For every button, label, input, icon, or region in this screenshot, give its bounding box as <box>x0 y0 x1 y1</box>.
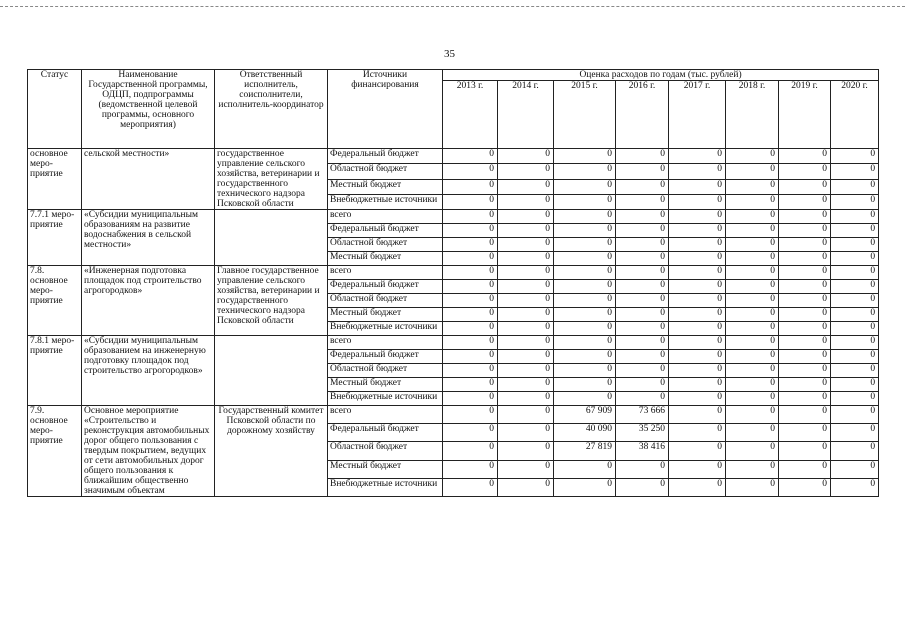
name-cell: «Субсидии муниципальным образованием на инженерную подготовку площадок под строительство агрогородков» <box>82 336 215 406</box>
source-cell: Областной бюджет <box>328 364 443 378</box>
value-cell: 0 <box>616 392 669 406</box>
name-cell: Основное мероприятие «Строительство и реконструкция автомобильных дорог общего пользования с твердым покрытием, ведущих от сети автомобильных дорог общего пользования к ближайшим общественно значимым объектам <box>82 406 215 497</box>
source-cell: Федеральный бюджет <box>328 224 443 238</box>
value-cell: 0 <box>831 336 879 350</box>
responsible-cell: Главное государственное управление сельского хозяйства, ветеринарии и государственного технического надзора Псковской области <box>215 266 328 336</box>
value-cell: 0 <box>831 322 879 336</box>
value-cell: 0 <box>779 280 831 294</box>
value-cell: 0 <box>831 308 879 322</box>
value-cell: 0 <box>831 224 879 238</box>
value-cell: 0 <box>616 238 669 252</box>
value-cell: 0 <box>554 364 616 378</box>
value-cell: 0 <box>831 280 879 294</box>
value-cell: 0 <box>443 350 498 364</box>
value-cell: 0 <box>616 179 669 194</box>
value-cell: 0 <box>443 280 498 294</box>
table-row <box>28 149 879 164</box>
value-cell: 0 <box>554 378 616 392</box>
header-year: 2013 г. <box>443 81 498 149</box>
value-cell: 0 <box>831 179 879 194</box>
value-cell: 0 <box>779 378 831 392</box>
value-cell: 0 <box>726 194 779 209</box>
value-cell: 0 <box>831 238 879 252</box>
value-cell: 0 <box>498 266 554 280</box>
value-cell: 0 <box>616 224 669 238</box>
source-cell: всего <box>328 336 443 350</box>
value-cell: 0 <box>669 460 726 478</box>
value-cell: 40 090 <box>554 424 616 442</box>
value-cell: 0 <box>616 308 669 322</box>
source-cell: Областной бюджет <box>328 238 443 252</box>
value-cell: 0 <box>443 224 498 238</box>
value-cell: 0 <box>831 364 879 378</box>
header-year: 2015 г. <box>554 81 616 149</box>
value-cell: 0 <box>726 224 779 238</box>
value-cell: 0 <box>831 294 879 308</box>
value-cell: 0 <box>554 280 616 294</box>
value-cell: 0 <box>443 179 498 194</box>
header-year: 2020 г. <box>831 81 879 149</box>
header-estimate: Оценка расходов по годам (тыс. рублей) <box>443 70 879 81</box>
value-cell: 0 <box>779 322 831 336</box>
value-cell: 0 <box>498 460 554 478</box>
source-cell: Местный бюджет <box>328 460 443 478</box>
value-cell: 0 <box>554 164 616 179</box>
table-body <box>28 149 879 497</box>
value-cell: 0 <box>498 238 554 252</box>
value-cell: 0 <box>554 149 616 164</box>
value-cell: 0 <box>498 294 554 308</box>
value-cell: 0 <box>779 224 831 238</box>
value-cell: 0 <box>616 164 669 179</box>
source-cell: Областной бюджет <box>328 294 443 308</box>
value-cell: 0 <box>616 194 669 209</box>
header-year: 2016 г. <box>616 81 669 149</box>
value-cell: 0 <box>669 406 726 424</box>
value-cell: 0 <box>498 308 554 322</box>
status-cell: основное меро-приятие <box>28 149 82 210</box>
value-cell: 0 <box>616 350 669 364</box>
value-cell: 0 <box>779 460 831 478</box>
value-cell: 0 <box>554 350 616 364</box>
value-cell: 0 <box>554 224 616 238</box>
source-cell: Внебюджетные источники <box>328 478 443 496</box>
table-row <box>28 406 879 424</box>
value-cell: 0 <box>498 392 554 406</box>
value-cell: 0 <box>443 238 498 252</box>
value-cell: 0 <box>498 424 554 442</box>
value-cell: 0 <box>779 336 831 350</box>
value-cell: 0 <box>554 210 616 224</box>
name-cell: «Субсидии муниципальным образованиям на развитие водоснабжения в сельской местности» <box>82 210 215 266</box>
value-cell: 0 <box>726 406 779 424</box>
value-cell: 0 <box>669 308 726 322</box>
responsible-cell: Государственный комитет Псковской области по дорожному хозяйству <box>215 406 328 497</box>
value-cell: 0 <box>726 378 779 392</box>
value-cell: 0 <box>726 280 779 294</box>
value-cell: 0 <box>554 238 616 252</box>
value-cell: 0 <box>443 164 498 179</box>
value-cell: 0 <box>669 210 726 224</box>
source-cell: всего <box>328 210 443 224</box>
value-cell: 0 <box>726 210 779 224</box>
value-cell: 0 <box>831 478 879 496</box>
table-row <box>28 266 879 280</box>
header-status: Статус <box>28 70 82 149</box>
value-cell: 0 <box>443 460 498 478</box>
value-cell: 0 <box>554 252 616 266</box>
top-rule <box>0 6 905 7</box>
value-cell: 0 <box>669 294 726 308</box>
value-cell: 0 <box>616 280 669 294</box>
value-cell: 0 <box>831 378 879 392</box>
responsible-cell <box>215 210 328 266</box>
source-cell: Внебюджетные источники <box>328 194 443 209</box>
table-row <box>28 336 879 350</box>
value-cell: 0 <box>498 378 554 392</box>
value-cell: 0 <box>831 392 879 406</box>
value-cell: 0 <box>554 179 616 194</box>
value-cell: 0 <box>616 266 669 280</box>
value-cell: 0 <box>669 442 726 460</box>
value-cell: 0 <box>669 322 726 336</box>
value-cell: 0 <box>779 238 831 252</box>
value-cell: 0 <box>779 194 831 209</box>
value-cell: 0 <box>669 164 726 179</box>
value-cell: 0 <box>726 392 779 406</box>
value-cell: 0 <box>443 266 498 280</box>
value-cell: 0 <box>726 424 779 442</box>
value-cell: 0 <box>726 442 779 460</box>
value-cell: 38 416 <box>616 442 669 460</box>
value-cell: 0 <box>443 210 498 224</box>
value-cell: 0 <box>498 164 554 179</box>
value-cell: 0 <box>554 294 616 308</box>
value-cell: 0 <box>669 238 726 252</box>
value-cell: 0 <box>726 266 779 280</box>
value-cell: 0 <box>498 179 554 194</box>
value-cell: 0 <box>779 406 831 424</box>
value-cell: 0 <box>831 210 879 224</box>
value-cell: 0 <box>443 322 498 336</box>
status-cell: 7.8.1 меро-приятие <box>28 336 82 406</box>
value-cell: 0 <box>669 224 726 238</box>
source-cell: Местный бюджет <box>328 308 443 322</box>
value-cell: 0 <box>726 164 779 179</box>
value-cell: 0 <box>831 406 879 424</box>
value-cell: 0 <box>498 149 554 164</box>
value-cell: 0 <box>726 294 779 308</box>
value-cell: 0 <box>616 478 669 496</box>
value-cell: 0 <box>498 406 554 424</box>
header-sources: Источники финансирования <box>328 70 443 149</box>
value-cell: 0 <box>554 336 616 350</box>
value-cell: 0 <box>831 442 879 460</box>
value-cell: 0 <box>498 252 554 266</box>
header-year: 2018 г. <box>726 81 779 149</box>
header-year: 2014 г. <box>498 81 554 149</box>
value-cell: 0 <box>831 194 879 209</box>
value-cell: 0 <box>726 478 779 496</box>
page-number: 35 <box>444 48 455 60</box>
value-cell: 0 <box>554 460 616 478</box>
value-cell: 0 <box>779 478 831 496</box>
responsible-cell: государственное управление сельского хозяйства, ветеринарии и государственного технического надзора Псковской области <box>215 149 328 210</box>
responsible-cell <box>215 336 328 406</box>
value-cell: 0 <box>726 364 779 378</box>
value-cell: 0 <box>669 252 726 266</box>
source-cell: Областной бюджет <box>328 164 443 179</box>
value-cell: 0 <box>779 392 831 406</box>
value-cell: 0 <box>779 350 831 364</box>
status-cell: 7.9. основное меро-приятие <box>28 406 82 497</box>
value-cell: 0 <box>554 194 616 209</box>
value-cell: 0 <box>498 364 554 378</box>
source-cell: всего <box>328 266 443 280</box>
source-cell: Местный бюджет <box>328 378 443 392</box>
header-name: Наименование Государственной программы, ОДЦП, подпрограммы (ведомственной целевой программы, основного мероприятия) <box>82 70 215 149</box>
value-cell: 27 819 <box>554 442 616 460</box>
value-cell: 0 <box>726 238 779 252</box>
value-cell: 0 <box>669 266 726 280</box>
value-cell: 0 <box>779 424 831 442</box>
value-cell: 0 <box>779 442 831 460</box>
value-cell: 0 <box>669 350 726 364</box>
value-cell: 0 <box>726 252 779 266</box>
header-year: 2017 г. <box>669 81 726 149</box>
value-cell: 0 <box>726 460 779 478</box>
value-cell: 0 <box>443 392 498 406</box>
value-cell: 0 <box>498 442 554 460</box>
value-cell: 0 <box>498 210 554 224</box>
value-cell: 0 <box>443 336 498 350</box>
value-cell: 0 <box>443 442 498 460</box>
value-cell: 0 <box>554 266 616 280</box>
value-cell: 67 909 <box>554 406 616 424</box>
source-cell: Местный бюджет <box>328 179 443 194</box>
table-header <box>28 70 879 149</box>
value-cell: 0 <box>554 392 616 406</box>
value-cell: 0 <box>779 308 831 322</box>
source-cell: Федеральный бюджет <box>328 350 443 364</box>
header-responsible: Ответственный исполнитель, соисполнители, исполнитель-координатор <box>215 70 328 149</box>
value-cell: 0 <box>779 252 831 266</box>
source-cell: Областной бюджет <box>328 442 443 460</box>
status-cell: 7.7.1 меро-приятие <box>28 210 82 266</box>
value-cell: 0 <box>831 252 879 266</box>
value-cell: 0 <box>779 164 831 179</box>
value-cell: 0 <box>779 266 831 280</box>
value-cell: 0 <box>443 294 498 308</box>
value-cell: 0 <box>831 266 879 280</box>
source-cell: Внебюджетные источники <box>328 392 443 406</box>
value-cell: 0 <box>443 378 498 392</box>
value-cell: 0 <box>498 224 554 238</box>
value-cell: 0 <box>443 194 498 209</box>
value-cell: 0 <box>498 350 554 364</box>
value-cell: 0 <box>616 294 669 308</box>
value-cell: 0 <box>616 252 669 266</box>
value-cell: 0 <box>669 336 726 350</box>
value-cell: 0 <box>831 149 879 164</box>
header-year: 2019 г. <box>779 81 831 149</box>
value-cell: 0 <box>726 322 779 336</box>
value-cell: 0 <box>726 179 779 194</box>
value-cell: 0 <box>831 460 879 478</box>
value-cell: 0 <box>726 308 779 322</box>
name-cell: «Инженерная подготовка площадок под строительство агрогородков» <box>82 266 215 336</box>
value-cell: 0 <box>498 478 554 496</box>
value-cell: 0 <box>443 478 498 496</box>
value-cell: 0 <box>669 378 726 392</box>
value-cell: 0 <box>616 336 669 350</box>
value-cell: 73 666 <box>616 406 669 424</box>
value-cell: 0 <box>498 194 554 209</box>
value-cell: 0 <box>616 322 669 336</box>
value-cell: 0 <box>443 149 498 164</box>
value-cell: 35 250 <box>616 424 669 442</box>
value-cell: 0 <box>443 364 498 378</box>
table-row <box>28 210 879 224</box>
source-cell: Федеральный бюджет <box>328 149 443 164</box>
value-cell: 0 <box>779 179 831 194</box>
value-cell: 0 <box>554 322 616 336</box>
value-cell: 0 <box>616 460 669 478</box>
source-cell: всего <box>328 406 443 424</box>
value-cell: 0 <box>669 179 726 194</box>
value-cell: 0 <box>443 424 498 442</box>
value-cell: 0 <box>779 149 831 164</box>
value-cell: 0 <box>669 194 726 209</box>
value-cell: 0 <box>779 294 831 308</box>
value-cell: 0 <box>831 424 879 442</box>
value-cell: 0 <box>616 210 669 224</box>
value-cell: 0 <box>831 350 879 364</box>
value-cell: 0 <box>779 210 831 224</box>
value-cell: 0 <box>726 336 779 350</box>
value-cell: 0 <box>669 149 726 164</box>
value-cell: 0 <box>669 478 726 496</box>
value-cell: 0 <box>443 406 498 424</box>
value-cell: 0 <box>669 364 726 378</box>
value-cell: 0 <box>498 336 554 350</box>
value-cell: 0 <box>669 280 726 294</box>
value-cell: 0 <box>498 322 554 336</box>
value-cell: 0 <box>443 252 498 266</box>
value-cell: 0 <box>779 364 831 378</box>
source-cell: Федеральный бюджет <box>328 280 443 294</box>
value-cell: 0 <box>616 149 669 164</box>
value-cell: 0 <box>831 164 879 179</box>
value-cell: 0 <box>669 424 726 442</box>
value-cell: 0 <box>669 392 726 406</box>
value-cell: 0 <box>726 149 779 164</box>
value-cell: 0 <box>616 378 669 392</box>
source-cell: Федеральный бюджет <box>328 424 443 442</box>
status-cell: 7.8. основное меро-приятие <box>28 266 82 336</box>
value-cell: 0 <box>726 350 779 364</box>
value-cell: 0 <box>616 364 669 378</box>
budget-table <box>27 69 879 497</box>
value-cell: 0 <box>554 478 616 496</box>
value-cell: 0 <box>554 308 616 322</box>
value-cell: 0 <box>498 280 554 294</box>
source-cell: Местный бюджет <box>328 252 443 266</box>
value-cell: 0 <box>443 308 498 322</box>
name-cell: сельской местности» <box>82 149 215 210</box>
source-cell: Внебюджетные источники <box>328 322 443 336</box>
